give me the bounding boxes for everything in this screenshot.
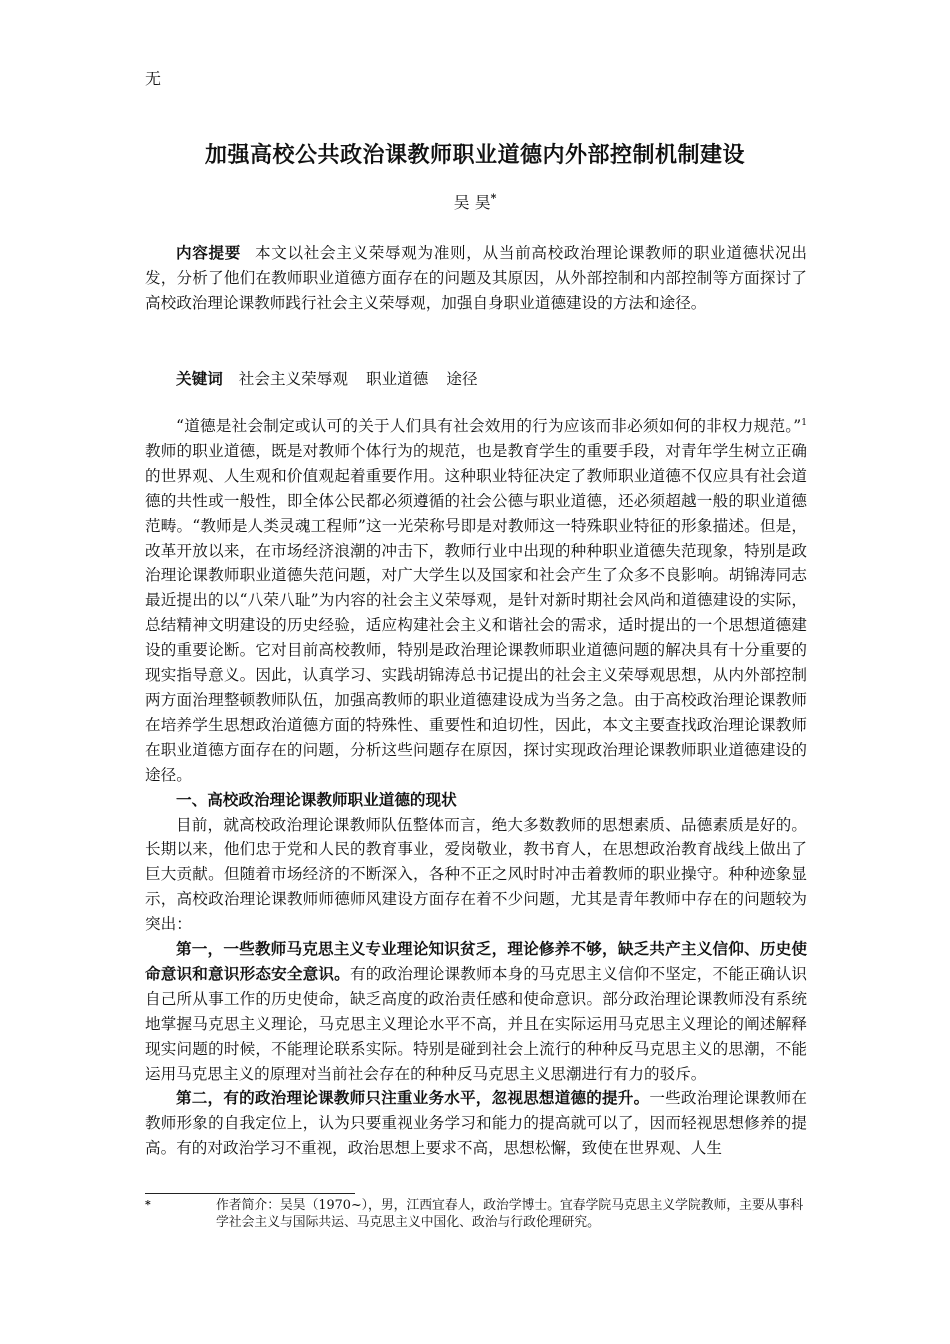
intro-paragraph — [145, 414, 807, 788]
abstract-label: 内容提要 — [176, 243, 242, 262]
point2-bold: 第二，有的政治理论课教师只注重业务水平，忽视思想道德的提升。 — [176, 1088, 650, 1108]
point1-paragraph — [145, 937, 807, 1086]
abstract — [145, 240, 807, 316]
footnote-mark: * — [145, 1198, 151, 1211]
body-text — [145, 414, 807, 1161]
author-line — [0, 190, 950, 213]
point2-paragraph — [145, 1086, 807, 1161]
abstract-text: 本文以社会主义荣辱观为准则，从当前高校政治理论课教师的职业道德状况出发，分析了他们在教师职业道德方面存在的问题及其原因，从外部控制和内部控制等方面探讨了高校政治理论课教师践行社会主义荣辱观，加强自身职业道德建设的方法和途径。 — [145, 244, 807, 312]
point1-rest: 有的政治理论课教师本身的马克思主义信仰不坚定，不能正确认识自己所从事工作的历史使命，缺乏高度的政治责任感和使命意识。部分政治理论课教师没有系统地掌握马克思主义理论，马克思主义理论水平不高，并且在实际运用马克思主义理论的阐述解释现实问题的时候，不能理论联系实际。特别是碰到社会上流行的种种反马克思主义的思潮，不能运用马克思主义的原理对当前社会存在的种种反马克思主义思潮进行有力的驳斥。 — [145, 964, 807, 1083]
intro-quote: “道德是社会制定或认可的关于人们具有社会效用的行为应该而非必须如何的非权力规范。” — [176, 417, 802, 435]
keyword-item: 职业道德 — [365, 370, 429, 388]
section-heading: 一、高校政治理论课教师职业道德的现状 — [176, 789, 457, 809]
author-name: 吴 昊 — [453, 193, 491, 212]
citation-ref: 1 — [801, 417, 807, 428]
footnote-text: 作者简介：吴昊（1970~），男，江西宜春人，政治学博士。宜春学院马克思主义学院教师，主要从事科学社会主义与国际共运、马克思主义中国化、政治与行政伦理研究。 — [216, 1198, 804, 1230]
keywords — [145, 366, 807, 392]
point2-rest: 一些政治理论课教师在教师形象的自我定位上，认为只要重视业务学习和能力的提高就可以了，因而轻视思想修养的提高。有的对政治学习不重视，政治思想上要求不高，思想松懈，致使在世界观、人生 — [145, 1089, 807, 1158]
intro-rest: 教师的职业道德，既是对教师个体行为的规范，也是教育学生的重要手段，对青年学生树立正确的世界观、人生观和价值观起着重要作用。这种职业特征决定了教师职业道德不仅应具有社会道德的共性或一般性，即全体公民都必须遵循的社会公德与职业道德，还必须超越一般的职业道德范畴。“教师是人类灵魂工程师”这一光荣称号即是对教师这一特殊职业特征的形象描述。但是，改革开放以来，在市场经济浪潮的冲击下，教师行业中出现的种种职业道德失范现象，特别是政治理论课教师职业道德失范问题，对广大学生以及国家和社会产生了众多不良影响。胡锦涛同志最近提出的以“八荣八耻”为内容的社会主义荣辱观，是针对新时期社会风尚和道德建设的实际，总结精神文明建设的历史经验，适应构建社会主义和谐社会的需求，适时提出的一个思想道德建设的重要论断。它对目前高校教师，特别是政治理论课教师职业道德问题的解决具有十分重要的现实指导意义。因此，认真学习、实践胡锦涛总书记提出的社会主义荣辱观思想，从内外部控制两方面治理整顿教师队伍，加强高教师的职业道德建设成为当务之急。由于高校政治理论课教师在培养学生思想政治道德方面的特殊性、重要性和迫切性，因此，本文主要查找政治理论课教师在职业道德方面存在的问题，分析这些问题存在原因，探讨实现政治理论课教师职业道德建设的途径。 — [145, 441, 807, 784]
section1-paragraph: 目前，就高校政治理论课教师队伍整体而言，绝大多数教师的思想素质、品德素质是好的。长期以来，他们忠于党和人民的教育事业，爱岗敬业，教书育人，在思想政治教育战线上做出了巨大贡献。但随着市场经济的不断深入，各种不正之风时时冲击着教师的职业操守。种种迹象显示，高校政治理论课教师师德师风建设方面存在着不少问题，尤其是青年教师中存在的问题较为突出： — [145, 815, 807, 934]
header-mark: 无 — [145, 69, 162, 88]
point1-bold: 第一，一些教师马克思主义专业理论知识贫乏，理论修养不够，缺乏共产主义信仰、历史使命意识和意识形态安全意识。 — [145, 939, 807, 983]
author-footnote-mark: * — [490, 191, 497, 205]
paper-title: 加强高校公共政治课教师职业道德内外部控制机制建设 — [204, 142, 745, 168]
keywords-label: 关键词 — [176, 369, 223, 388]
keyword-item: 途径 — [446, 370, 478, 388]
keyword-item: 社会主义荣辱观 — [238, 370, 348, 388]
footnote-divider — [145, 1193, 355, 1194]
